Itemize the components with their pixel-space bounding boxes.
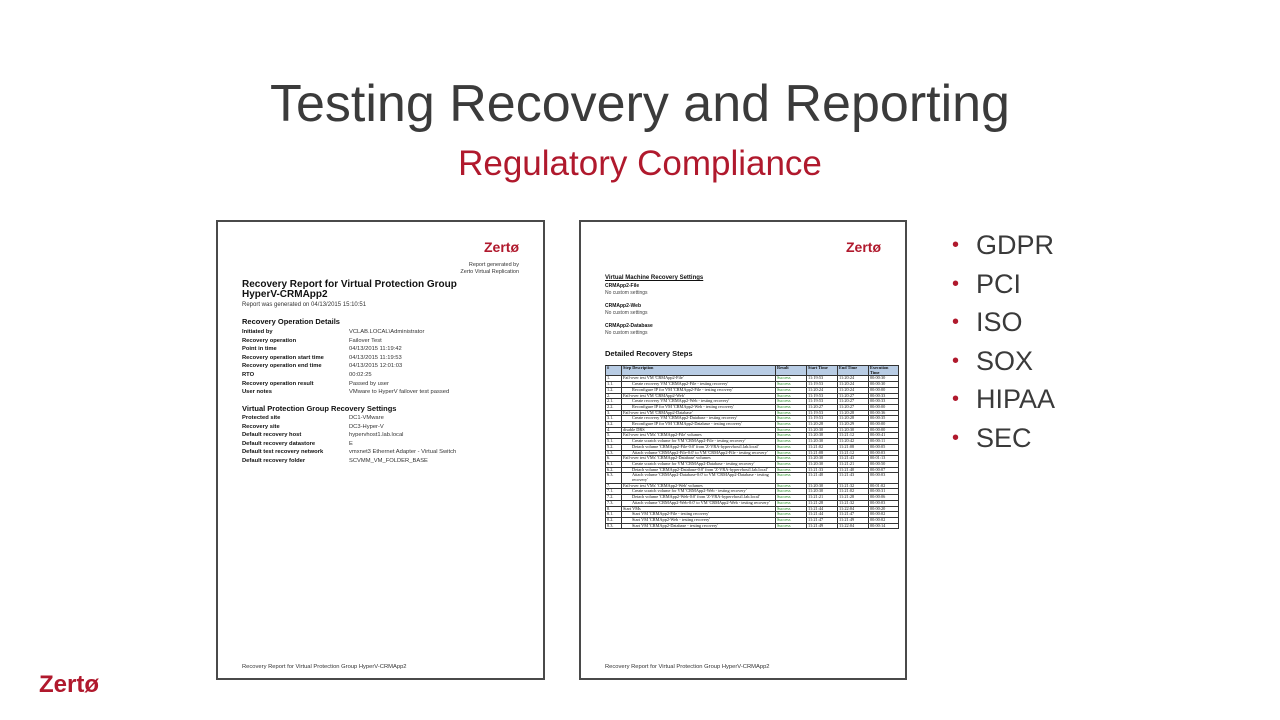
step-result: Success (776, 473, 807, 483)
step-result: Success (776, 483, 807, 489)
step-number: 7. (606, 483, 622, 489)
step-start-time: 11:20:30 (807, 456, 838, 462)
step-execution-time: 00:00:33 (869, 393, 899, 399)
step-number: 5.1. (606, 439, 622, 445)
step-end-time: 11:20:24 (838, 376, 869, 382)
step-result: Success (776, 393, 807, 399)
report1-generated-by (460, 262, 519, 276)
step-execution-time: 00:00:20 (869, 506, 899, 512)
vm-name: CRMApp2-File (605, 283, 640, 289)
step-number: 8. (606, 506, 622, 512)
setting-key: Default recovery datastore (242, 440, 316, 447)
step-start-time: 11:21:08 (807, 450, 838, 456)
step-description: Create recovery VM 'CRMApp2-File - testing recovery' (622, 382, 776, 388)
step-start-time: 11:21:40 (807, 473, 838, 483)
step-number: 3. (606, 410, 622, 416)
step-description: Start VM 'CRMApp2-Web - testing recovery' (622, 517, 776, 523)
detail-value: 04/13/2015 12:01:03 (349, 363, 403, 370)
compliance-label: GDPR (976, 230, 1055, 260)
step-description: Fail-over test VMs' 'CRMApp2-File' volumes (622, 433, 776, 439)
step-result: Success (776, 382, 807, 388)
step-start-time: 11:21:47 (807, 517, 838, 523)
step-end-time: 11:20:24 (838, 382, 869, 388)
detail-row (242, 371, 522, 380)
step-result: Success (776, 506, 807, 512)
step-number: 7.1. (606, 489, 622, 495)
step-result: Success (776, 495, 807, 501)
report-page-1 (216, 220, 545, 680)
step-end-time: 11:21:43 (838, 456, 869, 462)
step-end-time: 11:21:43 (838, 473, 869, 483)
step-end-time: 11:21:12 (838, 433, 869, 439)
step-end-time: 11:21:21 (838, 461, 869, 467)
table-row (606, 473, 899, 483)
step-execution-time: 00:00:50 (869, 461, 899, 467)
step-end-time: 11:21:40 (838, 467, 869, 473)
step-description: Fail-over test VM 'CRMApp2-File' (622, 376, 776, 382)
step-result: Success (776, 410, 807, 416)
generated-line-2: Zerto Virtual Replication (460, 269, 519, 275)
step-execution-time: 00:00:03 (869, 500, 899, 506)
step-number: 8.2. (606, 517, 622, 523)
report1-logo: Zertø (484, 239, 519, 255)
vm-note: No custom settings (605, 330, 648, 336)
detailed-recovery-steps-heading: Detailed Recovery Steps (605, 349, 693, 358)
step-result: Success (776, 467, 807, 473)
generated-line-1: Report generated by (468, 262, 519, 268)
step-execution-time: 00:00:02 (869, 517, 899, 523)
col-header: # (606, 366, 622, 376)
setting-value: SCVMM_VM_FOLDER_BASE (349, 457, 428, 464)
detail-value: VCLAB.LOCAL\Administrator (349, 329, 425, 335)
report1-footer: Recovery Report for Virtual Protection Group HyperV-CRMApp2 (242, 664, 407, 670)
setting-row (242, 431, 522, 440)
detail-value: Passed by user (349, 380, 389, 387)
recovery-steps-table (605, 365, 899, 529)
setting-value: vmxnet3 Ethernet Adapter - Virtual Switch (349, 449, 457, 456)
step-description: Create recovery VM 'CRMApp2-Web - testing recovery' (622, 399, 776, 405)
detail-row (242, 380, 522, 389)
step-description: Reconfigure IP for VM 'CRMApp2-Web - testing recovery' (622, 404, 776, 410)
step-start-time: 11:21:33 (807, 467, 838, 473)
step-result: Success (776, 376, 807, 382)
bullet-icon: • (952, 426, 960, 449)
step-description: Fail-over test VMs' 'CRMApp2-Web' volumes (622, 483, 776, 489)
step-start-time: 11:21:21 (807, 495, 838, 501)
detail-row (242, 354, 522, 363)
step-number: 7.3. (606, 500, 622, 506)
step-number: 6.2. (606, 467, 622, 473)
step-description: disable DRS (622, 427, 776, 433)
setting-row (242, 457, 522, 466)
step-start-time: 11:20:30 (807, 433, 838, 439)
step-description: Create scratch volume for VM 'CRMApp2-Database - testing recovery' (622, 461, 776, 467)
zerto-logo: Zertø (39, 671, 99, 698)
step-execution-time: 00:00:31 (869, 489, 899, 495)
compliance-label: ISO (976, 307, 1023, 338)
step-number: 8.1. (606, 512, 622, 518)
step-number: 3.1. (606, 416, 622, 422)
step-description: Create scratch volume for VM 'CRMApp2-Web - testing recovery' (622, 489, 776, 495)
vm-note: No custom settings (605, 310, 648, 316)
vm-name: CRMApp2-Web (605, 303, 642, 309)
step-result: Success (776, 450, 807, 456)
step-start-time: 11:20:30 (807, 483, 838, 489)
vpg-recovery-settings-heading: Virtual Protection Group Recovery Settings (242, 404, 397, 413)
step-start-time: 11:20:30 (807, 427, 838, 433)
detail-key: Recovery operation start time (242, 354, 324, 361)
step-end-time: 11:20:28 (838, 416, 869, 422)
step-execution-time: 00:00:05 (869, 444, 899, 450)
list-item (952, 419, 1055, 458)
step-number: 5.2. (606, 444, 622, 450)
step-description: Create scratch volume for VM 'CRMApp2-File - testing recovery' (622, 439, 776, 445)
col-header: Start Time (807, 366, 838, 376)
compliance-label: PCI (976, 268, 1022, 299)
step-start-time: 11:21:44 (807, 506, 838, 512)
col-header: Execution Time (869, 366, 899, 376)
report1-title-line1: Recovery Report for Virtual Protection Group (242, 279, 457, 290)
setting-key: Default recovery host (242, 432, 302, 439)
step-execution-time: 00:01:02 (869, 483, 899, 489)
step-description: Attach volume 'CRMApp2-File-0:0' to VM 'CRMApp2-File - testing recovery' (622, 450, 776, 456)
step-execution-time: 00:01:13 (869, 456, 899, 462)
step-description: Detach volume 'CRMApp2-Database-0:0' from 'Z-VRA-hypervhost1.lab.local' (622, 467, 776, 473)
setting-key: Default test recovery network (242, 449, 324, 456)
step-description: Reconfigure IP for VM 'CRMApp2-File - testing recovery' (622, 387, 776, 393)
step-execution-time: 00:00:07 (869, 467, 899, 473)
step-result: Success (776, 444, 807, 450)
step-result: Success (776, 387, 807, 393)
report1-generated-on: Report was generated on 04/13/2015 15:10:51 (242, 302, 367, 308)
step-end-time: 11:22:04 (838, 506, 869, 512)
detail-row (242, 362, 522, 371)
step-number: 1. (606, 376, 622, 382)
setting-row (242, 423, 522, 432)
step-execution-time: 00:00:00 (869, 404, 899, 410)
bullet-icon: • (952, 311, 960, 334)
step-description: Start VM 'CRMApp2-File - testing recovery' (622, 512, 776, 518)
recovery-operation-details-heading: Recovery Operation Details (242, 317, 340, 326)
detail-row (242, 328, 522, 337)
step-execution-time: 00:00:03 (869, 450, 899, 456)
step-start-time: 11:21:49 (807, 523, 838, 529)
step-start-time: 11:21:44 (807, 512, 838, 518)
step-execution-time: 00:00:02 (869, 512, 899, 518)
step-execution-time: 00:00:11 (869, 439, 899, 445)
detail-value: 00:02:25 (349, 371, 372, 378)
list-item (952, 380, 1055, 419)
setting-key: Recovery site (242, 423, 280, 430)
step-result: Success (776, 489, 807, 495)
detail-key: Recovery operation (242, 337, 297, 344)
step-result: Success (776, 500, 807, 506)
step-description: Create recovery VM 'CRMApp2-Database - testing recovery' (622, 416, 776, 422)
step-execution-time: 00:00:00 (869, 427, 899, 433)
vm-settings-item (605, 303, 648, 317)
step-number: 2.1. (606, 399, 622, 405)
step-end-time: 11:20:30 (838, 427, 869, 433)
step-start-time: 11:19:53 (807, 399, 838, 405)
step-description: Fail-over test VM 'CRMApp2-Web' (622, 393, 776, 399)
step-description: Detach volume 'CRMApp2-File-0:0' from 'Z-VRA-hypervhost1.lab.local' (622, 444, 776, 450)
step-number: 7.2. (606, 495, 622, 501)
setting-row (242, 414, 522, 423)
step-number: 3.2. (606, 422, 622, 428)
setting-value: DC3-Hyper-V (349, 423, 384, 430)
setting-row (242, 440, 522, 449)
step-description: Attach volume 'CRMApp2-Web-0:0' to VM 'CRMApp2-Web - testing recovery' (622, 500, 776, 506)
detail-row (242, 345, 522, 354)
step-execution-time: 00:00:30 (869, 382, 899, 388)
step-end-time: 11:21:08 (838, 444, 869, 450)
detail-key: Initiated by (242, 329, 273, 335)
step-end-time: 11:22:04 (838, 523, 869, 529)
bullet-icon: • (952, 272, 960, 295)
setting-row (242, 448, 522, 457)
setting-value: E (349, 440, 353, 447)
step-result: Success (776, 433, 807, 439)
bullet-icon: • (952, 349, 960, 372)
report-page-2 (579, 220, 907, 680)
step-end-time: 11:20:24 (838, 387, 869, 393)
step-result: Success (776, 422, 807, 428)
step-end-time: 11:21:02 (838, 489, 869, 495)
bullet-icon: • (952, 234, 960, 256)
step-result: Success (776, 523, 807, 529)
step-number: 2.2. (606, 404, 622, 410)
step-execution-time: 00:00:00 (869, 387, 899, 393)
step-number: 5.3. (606, 450, 622, 456)
vpg-recovery-settings (242, 414, 522, 466)
detail-value: 04/13/2015 11:19:42 (349, 346, 402, 353)
step-end-time: 11:20:27 (838, 393, 869, 399)
setting-value: DC1-VMware (349, 415, 384, 421)
list-item (952, 303, 1055, 342)
step-number: 6. (606, 456, 622, 462)
step-number: 8.3. (606, 523, 622, 529)
step-end-time: 11:20:42 (838, 439, 869, 445)
step-result: Success (776, 404, 807, 410)
col-header: Step Description (622, 366, 776, 376)
table-row (606, 523, 899, 529)
step-result: Success (776, 517, 807, 523)
step-execution-time: 00:00:00 (869, 422, 899, 428)
step-description: Start VM 'CRMApp2-Database - testing recovery' (622, 523, 776, 529)
step-start-time: 11:20:27 (807, 404, 838, 410)
step-start-time: 11:20:24 (807, 387, 838, 393)
detail-key: RTO (242, 371, 255, 378)
step-start-time: 11:19:53 (807, 393, 838, 399)
compliance-label: SOX (976, 345, 1034, 376)
report2-footer: Recovery Report for Virtual Protection Group HyperV-CRMApp2 (605, 664, 770, 670)
list-item (952, 342, 1055, 381)
step-description: Start VMs (622, 506, 776, 512)
step-start-time: 11:20:28 (807, 422, 838, 428)
step-start-time: 11:20:30 (807, 461, 838, 467)
step-execution-time: 00:00:14 (869, 523, 899, 529)
step-start-time: 11:21:28 (807, 500, 838, 506)
step-description: Detach volume 'CRMApp2-Web-0:0' from 'Z-VRA-hypervhost1.lab.local' (622, 495, 776, 501)
detail-row (242, 388, 522, 397)
step-execution-time: 00:00:06 (869, 495, 899, 501)
step-end-time: 11:20:29 (838, 422, 869, 428)
compliance-label: HIPAA (976, 384, 1056, 415)
step-execution-time: 00:00:03 (869, 473, 899, 483)
list-item (952, 226, 1055, 265)
step-end-time: 11:21:12 (838, 450, 869, 456)
step-start-time: 11:21:02 (807, 444, 838, 450)
vm-settings-item (605, 283, 648, 297)
detail-row (242, 337, 522, 346)
step-end-time: 11:21:32 (838, 500, 869, 506)
step-end-time: 11:21:49 (838, 517, 869, 523)
setting-value: hypervhost1.lab.local (349, 432, 404, 439)
step-execution-time: 00:00:41 (869, 433, 899, 439)
col-header: Result (776, 366, 807, 376)
setting-key: Default recovery folder (242, 457, 306, 464)
table-header-row (606, 366, 899, 376)
step-number: 5. (606, 433, 622, 439)
compliance-label: SEC (976, 422, 1032, 453)
detail-key: Recovery operation end time (242, 363, 322, 370)
compliance-list (952, 226, 1055, 458)
bullet-icon: • (952, 388, 960, 411)
step-execution-time: 00:00:35 (869, 416, 899, 422)
step-description: Attach volume 'CRMApp2-Database-0:0' to VM 'CRMApp2-Database - testing recovery' (622, 473, 776, 483)
step-start-time: 11:19:53 (807, 382, 838, 388)
detail-key: Recovery operation result (242, 380, 314, 387)
list-item (952, 265, 1055, 304)
step-number: 4. (606, 427, 622, 433)
step-start-time: 11:19:53 (807, 416, 838, 422)
step-description: Fail-over test VM 'CRMApp2-Database' (622, 410, 776, 416)
step-number: 1.1. (606, 382, 622, 388)
vm-note: No custom settings (605, 290, 648, 296)
slide-subtitle: Regulatory Compliance (458, 144, 822, 183)
col-header: End Time (838, 366, 869, 376)
step-result: Success (776, 461, 807, 467)
detail-value: 04/13/2015 11:19:53 (349, 354, 402, 361)
step-result: Success (776, 399, 807, 405)
slide-title: Testing Recovery and Reporting (270, 75, 1010, 133)
step-end-time: 11:21:28 (838, 495, 869, 501)
step-number: 1.2. (606, 387, 622, 393)
step-result: Success (776, 439, 807, 445)
step-result: Success (776, 427, 807, 433)
step-result: Success (776, 512, 807, 518)
step-description: Fail-over test VMs' 'CRMApp2-Database' volumes (622, 456, 776, 462)
step-number: 6.1. (606, 461, 622, 467)
report1-title-line2: HyperV-CRMApp2 (242, 289, 328, 300)
step-end-time: 11:20:27 (838, 404, 869, 410)
step-end-time: 11:20:27 (838, 399, 869, 405)
step-number: 6.3. (606, 473, 622, 483)
detail-value: VMware to HyperV failover test passed (349, 389, 450, 396)
step-end-time: 11:21:32 (838, 483, 869, 489)
vm-settings-item (605, 323, 653, 337)
vm-recovery-settings-heading: Virtual Machine Recovery Settings (605, 275, 704, 281)
step-result: Success (776, 456, 807, 462)
step-end-time: 11:21:47 (838, 512, 869, 518)
step-execution-time: 00:00:33 (869, 399, 899, 405)
step-start-time: 11:20:30 (807, 489, 838, 495)
vm-name: CRMApp2-Database (605, 323, 653, 329)
step-start-time: 11:20:30 (807, 439, 838, 445)
detail-key: User notes (242, 389, 272, 396)
step-end-time: 11:20:28 (838, 410, 869, 416)
detail-key: Point in time (242, 346, 277, 353)
step-start-time: 11:19:53 (807, 410, 838, 416)
step-execution-time: 00:00:36 (869, 410, 899, 416)
step-description: Reconfigure IP for VM 'CRMApp2-Database - testing recovery' (622, 422, 776, 428)
detail-value: Failover Test (349, 337, 382, 344)
step-execution-time: 00:00:30 (869, 376, 899, 382)
report1-title (242, 280, 502, 300)
step-number: 2. (606, 393, 622, 399)
report2-logo: Zertø (846, 239, 881, 255)
setting-key: Protected site (242, 415, 281, 421)
step-result: Success (776, 416, 807, 422)
recovery-operation-details (242, 328, 522, 397)
step-start-time: 11:19:53 (807, 376, 838, 382)
